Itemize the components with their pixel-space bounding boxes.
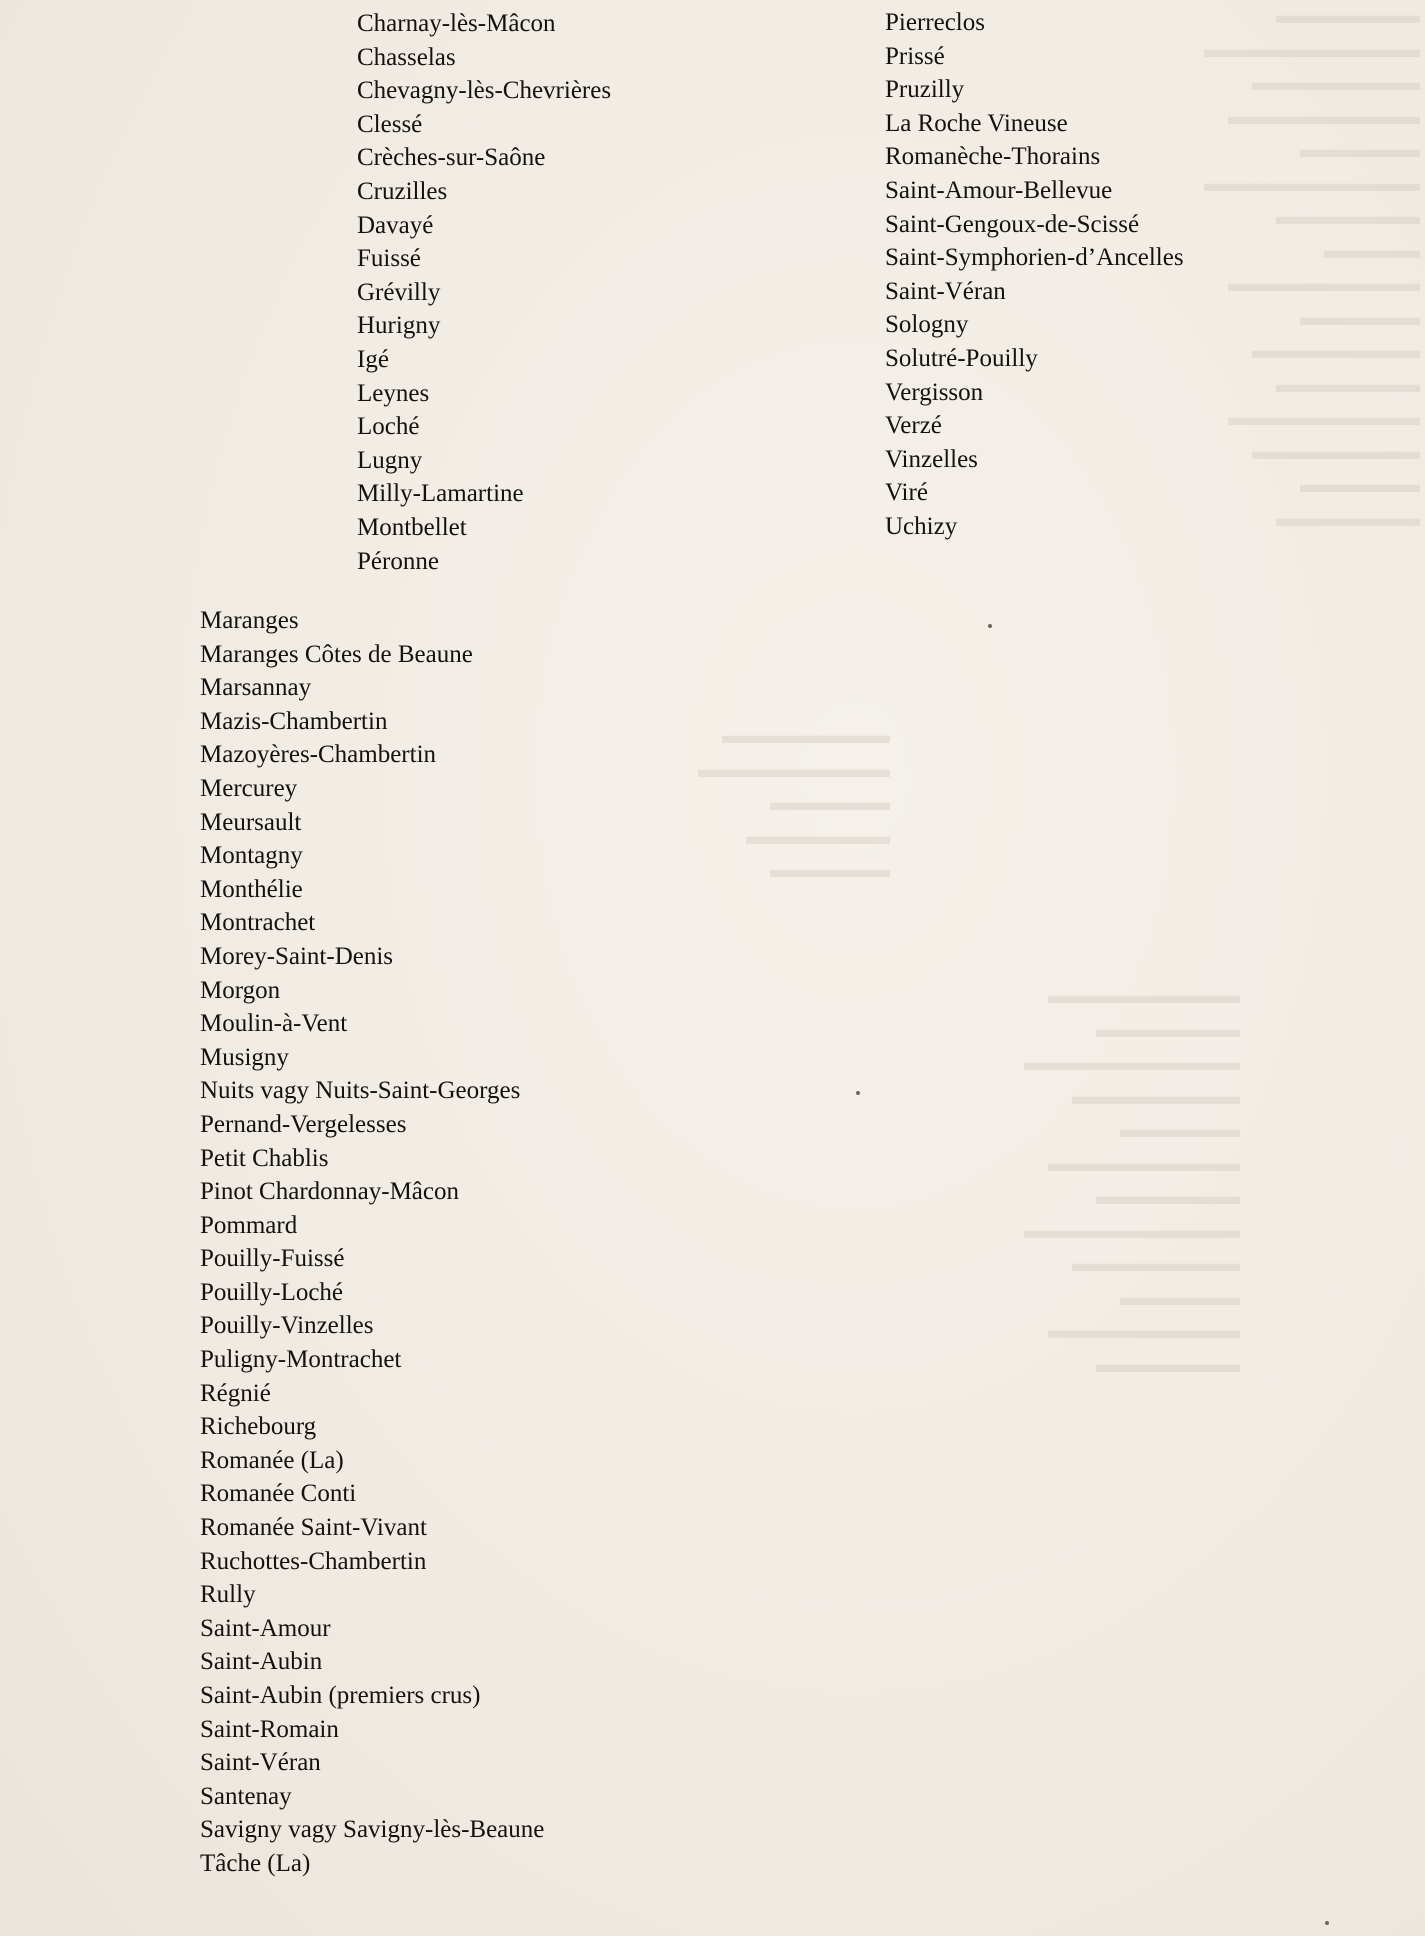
list-item: Santenay xyxy=(200,1782,292,1810)
list-item: Romanée Saint-Vivant xyxy=(200,1514,427,1542)
scan-speck xyxy=(856,1091,860,1095)
list-item: Mercurey xyxy=(200,774,298,802)
list-item: Solutré-Pouilly xyxy=(885,344,1038,372)
list-item: Verzé xyxy=(885,412,942,440)
list-item: Puligny-Montrachet xyxy=(200,1346,402,1374)
list-item: Saint-Symphorien-d’Ancelles xyxy=(885,244,1184,272)
list-item: Pouilly-Vinzelles xyxy=(200,1312,374,1340)
list-item: Hurigny xyxy=(357,312,441,340)
list-item: Savigny vagy Savigny-lès-Beaune xyxy=(200,1816,545,1844)
list-item: Cruzilles xyxy=(357,177,448,205)
list-item: Romanée Conti xyxy=(200,1480,357,1508)
list-item: Péronne xyxy=(357,547,439,575)
list-item: Uchizy xyxy=(885,512,958,540)
scan-speck xyxy=(1325,1921,1329,1925)
list-item: Richebourg xyxy=(200,1413,317,1441)
list-item: Maranges Côtes de Beaune xyxy=(200,640,473,668)
list-item: Sologny xyxy=(885,311,969,339)
list-item: Vinzelles xyxy=(885,445,978,473)
list-item: Vergisson xyxy=(885,378,984,406)
list-item: Charnay-lès-Mâcon xyxy=(357,10,556,37)
show-through-texture: ▬▬▬▬▬▬ ▬▬▬▬▬▬▬▬▬ ▬▬▬▬▬▬▬ ▬▬▬▬▬▬▬▬ ▬▬▬▬▬ ▬▬▬▬▬▬▬▬▬ ▬▬▬▬▬▬ ▬▬▬▬ ▬▬▬▬▬▬▬▬ ▬▬▬▬▬ ▬▬▬▬▬▬▬ ▬▬▬▬▬▬ ▬▬▬▬▬▬▬▬ ▬▬▬▬▬▬▬ ▬▬▬▬▬ ▬▬▬▬▬▬ xyxy=(1204,3,1420,532)
list-item: Romanée (La) xyxy=(200,1446,344,1474)
list-item: Saint-Amour xyxy=(200,1614,331,1642)
sublist-left-column xyxy=(357,7,611,578)
list-item: Saint-Aubin (premiers crus) xyxy=(200,1682,481,1709)
list-item: Ruchottes-Chambertin xyxy=(200,1547,427,1575)
list-item: Régnié xyxy=(200,1379,271,1407)
list-item: Montrachet xyxy=(200,909,316,937)
list-item: Clessé xyxy=(357,110,423,138)
list-item: Saint-Aubin xyxy=(200,1648,323,1676)
list-item: Viré xyxy=(885,479,928,507)
appellation-main-list xyxy=(200,604,544,1881)
list-item: Pruzilly xyxy=(885,76,965,104)
list-item: Pouilly-Fuissé xyxy=(200,1245,345,1273)
list-item: Milly-Lamartine xyxy=(357,480,524,508)
list-item: Prissé xyxy=(885,42,945,70)
list-item: Lugny xyxy=(357,446,423,474)
list-item: Morey-Saint-Denis xyxy=(200,942,394,970)
list-item: Petit Chablis xyxy=(200,1144,329,1172)
list-item: Pommard xyxy=(200,1211,298,1239)
list-item: Morgon xyxy=(200,976,281,1004)
list-item: Montagny xyxy=(200,842,303,870)
list-item: Pierreclos xyxy=(885,9,985,36)
list-item: Mazoyères-Chambertin xyxy=(200,741,437,769)
list-item: Pinot Chardonnay-Mâcon xyxy=(200,1178,459,1206)
sublist-right-column xyxy=(885,6,1184,544)
list-item: Marsannay xyxy=(200,674,312,702)
list-item: Nuits vagy Nuits-Saint-Georges xyxy=(200,1077,521,1105)
show-through-texture-lower: ▬▬▬▬▬▬▬▬ ▬▬▬▬▬▬ ▬▬▬▬▬▬▬▬▬ ▬▬▬▬▬▬▬ ▬▬▬▬▬ ▬▬▬▬▬▬▬▬ ▬▬▬▬▬▬ ▬▬▬▬▬▬▬▬▬ ▬▬▬▬▬▬▬ ▬▬▬▬▬ ▬▬▬▬▬▬▬▬ ▬▬▬▬▬▬ xyxy=(1024,983,1240,1378)
list-item: Saint-Amour-Bellevue xyxy=(885,176,1113,204)
show-through-texture-middle: ▬▬▬▬▬▬▬ ▬▬▬▬▬▬▬▬ ▬▬▬▬▬ ▬▬▬▬▬▬ ▬▬▬▬▬ xyxy=(698,723,890,883)
list-item: Monthélie xyxy=(200,875,303,903)
list-item: Saint-Romain xyxy=(200,1715,339,1743)
list-item: Crèches-sur-Saône xyxy=(357,144,546,172)
list-item: Grévilly xyxy=(357,278,441,306)
list-item: La Roche Vineuse xyxy=(885,109,1068,137)
scan-speck xyxy=(988,624,992,628)
list-item: Pernand-Vergelesses xyxy=(200,1110,407,1138)
list-item: Romanèche-Thorains xyxy=(885,143,1101,171)
list-item: Davayé xyxy=(357,211,434,239)
list-item: Igé xyxy=(357,345,389,373)
list-item: Chevagny-lès-Chevrières xyxy=(357,77,612,105)
list-item: Saint-Gengoux-de-Scissé xyxy=(885,210,1140,238)
list-item: Leynes xyxy=(357,379,430,407)
list-item: Fuissé xyxy=(357,245,421,273)
list-item: Musigny xyxy=(200,1043,289,1071)
list-item: Saint-Véran xyxy=(200,1749,321,1777)
list-item: Moulin-à-Vent xyxy=(200,1010,348,1038)
list-item: Loché xyxy=(357,413,420,441)
list-item: Rully xyxy=(200,1581,256,1609)
list-item: Chasselas xyxy=(357,43,456,71)
list-item: Pouilly-Loché xyxy=(200,1278,344,1306)
list-item: Saint-Véran xyxy=(885,277,1006,305)
list-item: Meursault xyxy=(200,808,302,836)
list-item: Tâche (La) xyxy=(200,1849,311,1877)
list-item: Montbellet xyxy=(357,513,467,541)
list-item: Maranges xyxy=(200,607,299,634)
list-item: Mazis-Chambertin xyxy=(200,707,388,735)
